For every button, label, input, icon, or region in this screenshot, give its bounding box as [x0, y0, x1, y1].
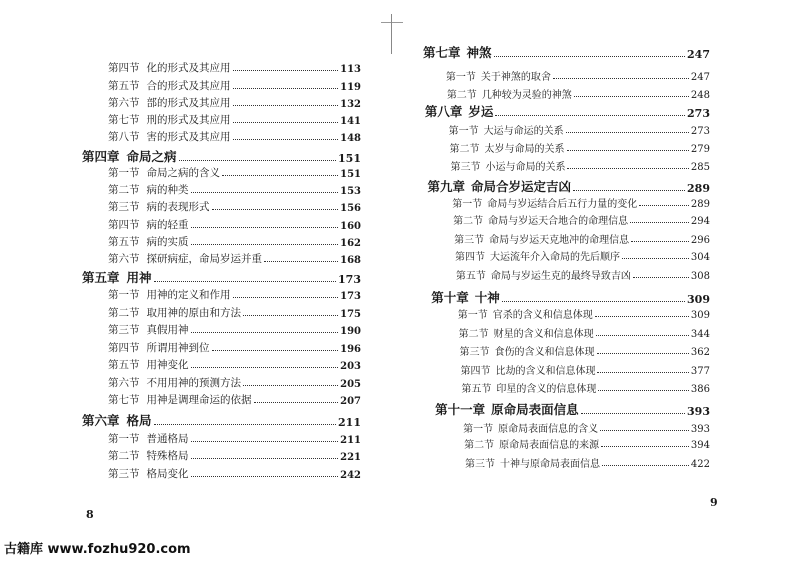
section-title: 食伤的含义和信息体现: [494, 347, 595, 358]
section-number: 第三节: [450, 162, 481, 173]
section-number: 第四节: [460, 366, 491, 377]
toc-section-row: [108, 130, 361, 144]
chapter-title: 十神: [474, 290, 500, 305]
page-ref: 205: [340, 379, 361, 390]
dot-leader: [212, 209, 339, 210]
chapter-title: 格局: [126, 413, 152, 428]
section-title: 部的形式及其应用: [146, 97, 231, 109]
chapter-title: 神煞: [466, 45, 492, 60]
section-title: 探研病症，命局岁运并重: [146, 253, 262, 265]
dot-leader: [191, 458, 339, 459]
page-ref: 394: [690, 440, 710, 451]
dot-leader: [567, 150, 689, 151]
page-ref: 377: [690, 366, 710, 377]
section-title: 原命局表面信息的来源: [499, 440, 600, 451]
section-number: 第五节: [108, 236, 140, 248]
dot-leader: [191, 244, 339, 245]
section-number: 第三节: [459, 347, 490, 358]
section-title: 化的形式及其应用: [146, 62, 231, 74]
section-number: 第三节: [465, 459, 495, 470]
section-number: 第六节: [108, 377, 140, 389]
dot-leader: [233, 297, 339, 298]
dot-leader: [566, 132, 689, 133]
chapter-number: 第十章: [431, 290, 469, 305]
toc-section-row: [108, 323, 361, 337]
dot-leader: [154, 424, 337, 425]
dot-leader: [233, 88, 339, 89]
dot-leader: [581, 413, 685, 414]
section-number: 第二节: [108, 450, 140, 462]
section-number: 第一节: [463, 424, 494, 435]
page-ref: 132: [340, 99, 361, 110]
page-ref: 162: [340, 238, 361, 249]
page-ref: 168: [340, 255, 361, 266]
section-number: 第八节: [108, 131, 140, 143]
section-number: 第一节: [452, 199, 483, 210]
section-title: 比劫的含义和信息体现: [495, 366, 596, 377]
dot-leader: [494, 56, 686, 57]
dot-leader: [233, 122, 339, 123]
chapter-number: 第八章: [424, 104, 463, 119]
section-number: 第一节: [108, 433, 140, 445]
toc-section-row: [460, 344, 710, 358]
section-number: 第一节: [457, 310, 488, 321]
toc-section-row: [108, 166, 361, 180]
toc-chapter-row: [423, 44, 710, 61]
section-title: 合的形式及其应用: [146, 80, 231, 92]
dot-leader: [567, 168, 688, 169]
toc-chapter-row: [82, 269, 361, 286]
section-title: 病的种类: [146, 184, 189, 196]
toc-section-row: [108, 341, 361, 355]
section-title: 十神与原命局表面信息: [500, 459, 600, 470]
section-number: 第七节: [108, 114, 140, 126]
page-ref: 248: [690, 90, 710, 101]
dot-leader: [254, 402, 339, 403]
page-ref: 309: [690, 310, 710, 321]
page-ref: 393: [687, 405, 710, 418]
toc-section-row: [108, 235, 361, 249]
page-ref: 148: [340, 133, 361, 144]
section-number: 第四节: [108, 62, 140, 74]
section-number: 第五节: [455, 271, 486, 282]
toc-chapter-row: [425, 103, 710, 120]
dot-leader: [600, 430, 689, 431]
section-number: 第二节: [108, 307, 140, 319]
dot-leader: [630, 222, 689, 223]
page-ref: 296: [690, 235, 710, 246]
section-title: 用神的定义和作用: [146, 289, 231, 301]
toc-section-row: [450, 141, 710, 155]
chapter-title: 命局之病: [126, 149, 177, 164]
section-title: 取用神的原由和方法: [146, 307, 241, 319]
dot-leader: [222, 175, 338, 176]
dot-leader: [595, 316, 689, 317]
page-ref: 304: [690, 252, 710, 263]
page-ref: 247: [687, 48, 710, 61]
toc-section-row: [449, 123, 710, 137]
section-title: 命局之病的含义: [146, 167, 220, 179]
page-ref: 175: [340, 309, 361, 320]
page-ref: 156: [340, 203, 361, 214]
page-ref: 386: [690, 384, 710, 395]
page-ref: 153: [340, 186, 361, 197]
toc-section-row: [452, 196, 710, 210]
toc-section-row: [450, 159, 710, 173]
toc-section-row: [108, 252, 361, 266]
toc-section-row: [108, 467, 361, 481]
page-ref: 309: [687, 293, 710, 306]
dot-leader: [631, 241, 689, 242]
dot-leader: [243, 385, 338, 386]
dot-leader: [191, 332, 339, 333]
page-ref: 285: [690, 162, 710, 173]
dot-leader: [574, 96, 689, 97]
dot-leader: [601, 446, 689, 447]
page-ref: 273: [687, 107, 710, 120]
toc-section-row: [108, 113, 361, 127]
section-title: 病的表现形式: [146, 201, 210, 213]
toc-section-row: [454, 232, 710, 246]
toc-section-row: [108, 96, 361, 110]
section-title: 真假用神: [146, 324, 189, 336]
toc-section-row: [465, 456, 710, 470]
dot-leader: [502, 301, 685, 302]
page-ref: 422: [690, 459, 710, 470]
page-ref: 196: [340, 344, 361, 355]
section-number: 第四节: [108, 219, 140, 231]
toc-section-row: [459, 326, 710, 340]
section-number: 第一节: [108, 289, 140, 301]
toc-chapter-row: [431, 289, 710, 306]
section-title: 太岁与命局的关系: [484, 144, 565, 155]
section-title: 大运与命运的关系: [483, 126, 564, 137]
section-title: 大运流年介入命局的先后顺序: [490, 252, 620, 263]
page-ref: 190: [340, 326, 361, 337]
toc-section-row: [464, 437, 710, 451]
section-title: 财星的含义和信息体现: [493, 329, 594, 340]
page-ref: 279: [690, 144, 710, 155]
dot-leader: [639, 205, 689, 206]
section-number: 第一节: [108, 167, 140, 179]
section-title: 不用用神的预测方法: [146, 377, 241, 389]
dot-leader: [191, 476, 339, 477]
dot-leader: [233, 139, 339, 140]
section-title: 格局变化: [146, 468, 189, 480]
dot-leader: [179, 160, 337, 161]
dot-leader: [191, 367, 339, 368]
chapter-number: 第十一章: [435, 402, 486, 417]
page-ref: 119: [340, 82, 361, 93]
toc-section-row: [453, 213, 710, 227]
section-title: 命局与岁运生克的最终导致吉凶: [490, 271, 631, 282]
toc-section-row: [108, 61, 361, 75]
section-title: 印星的含义的信息体现: [496, 384, 597, 395]
toc-chapter-row: [435, 401, 710, 418]
toc-section-row: [108, 393, 361, 407]
toc-section-row: [461, 381, 710, 395]
page-ref: 211: [338, 416, 361, 429]
section-number: 第六节: [108, 253, 140, 265]
section-number: 第二节: [453, 216, 484, 227]
page-ref: 294: [690, 216, 710, 227]
chapter-title: 用神: [126, 270, 152, 285]
dot-leader: [212, 350, 339, 351]
section-title: 命局与岁运天克地冲的命理信息: [489, 235, 630, 246]
toc-section-row: [108, 358, 361, 372]
section-title: 命局与岁运天合地合的命理信息: [488, 216, 629, 227]
chapter-number: 第六章: [82, 413, 120, 428]
toc-section-row: [108, 306, 361, 320]
section-number: 第三节: [108, 201, 140, 213]
page-ref: 289: [687, 182, 710, 195]
page-ref: 344: [690, 329, 710, 340]
section-title: 关于神煞的取舍: [480, 72, 551, 83]
chapter-title: 命局合岁运定吉凶: [470, 179, 571, 194]
dot-leader: [597, 372, 688, 373]
toc-section-row: [446, 69, 710, 83]
page-ref: 151: [338, 152, 361, 165]
page-ref: 247: [690, 72, 710, 83]
section-title: 刑的形式及其应用: [146, 114, 231, 126]
dot-leader: [233, 70, 339, 71]
dot-leader: [597, 353, 689, 354]
section-title: 病的实质: [146, 236, 189, 248]
section-number: 第二节: [464, 440, 495, 451]
section-number: 第二节: [446, 90, 477, 101]
toc-section-row: [463, 421, 710, 435]
section-number: 第四节: [108, 342, 140, 354]
dot-leader: [553, 78, 689, 79]
dot-leader: [233, 105, 339, 106]
toc-section-row: [108, 376, 361, 390]
chapter-number: 第四章: [82, 149, 120, 164]
section-title: 几种较为灵验的神煞: [481, 90, 572, 101]
page-number: 9: [710, 496, 718, 509]
toc-section-row: [456, 268, 710, 282]
right-page: [392, 0, 793, 530]
page-ref: 308: [690, 271, 710, 282]
section-title: 特殊格局: [146, 450, 189, 462]
dot-leader: [622, 258, 689, 259]
chapter-title: 原命局表面信息: [491, 402, 579, 417]
section-number: 第七节: [108, 394, 140, 406]
footer-watermark: [0, 530, 793, 562]
page-ref: 289: [690, 199, 710, 210]
section-number: 第二节: [449, 144, 480, 155]
section-number: 第三节: [108, 324, 140, 336]
toc-section-row: [460, 363, 710, 377]
page-ref: 173: [340, 291, 361, 302]
dot-leader: [633, 277, 689, 278]
section-title: 官杀的含义和信息体现: [492, 310, 593, 321]
toc-section-row: [108, 79, 361, 93]
dot-leader: [598, 390, 689, 391]
toc-section-row: [455, 249, 710, 263]
section-title: 病的轻重: [146, 219, 189, 231]
section-number: 第一节: [448, 126, 479, 137]
dot-leader: [243, 315, 338, 316]
section-number: 第二节: [458, 329, 489, 340]
chapter-number: 第九章: [427, 179, 465, 194]
page-ref: 207: [340, 396, 361, 407]
page-ref: 362: [690, 347, 710, 358]
toc-section-row: [447, 87, 710, 101]
toc-chapter-row: [82, 412, 361, 429]
chapter-title: 岁运: [468, 104, 494, 119]
page-ref: 160: [340, 221, 361, 232]
toc-section-row: [108, 200, 361, 214]
page-ref: 113: [340, 64, 361, 75]
section-title: 所谓用神到位: [146, 342, 210, 354]
section-title: 普通格局: [146, 433, 189, 445]
section-number: 第六节: [108, 97, 140, 109]
dot-leader: [495, 115, 685, 116]
page-ref: 221: [340, 452, 361, 463]
page-ref: 141: [340, 116, 361, 127]
section-number: 第四节: [455, 252, 485, 263]
chapter-number: 第七章: [423, 45, 461, 60]
toc-section-row: [458, 307, 710, 321]
toc-section-row: [108, 449, 361, 463]
dot-leader: [191, 441, 339, 442]
page-number: 8: [86, 508, 94, 521]
left-page: [0, 0, 390, 530]
page-ref: 151: [340, 169, 361, 180]
section-number: 第一节: [445, 72, 476, 83]
chapter-number: 第五章: [82, 270, 120, 285]
section-number: 第五节: [108, 80, 140, 92]
section-title: 原命局表面信息的含义: [498, 424, 599, 435]
section-number: 第二节: [108, 184, 140, 196]
watermark-text: 古籍库 www.fozhu920.com: [4, 542, 191, 557]
dot-leader: [602, 465, 689, 466]
section-number: 第三节: [108, 468, 140, 480]
page-ref: 273: [690, 126, 710, 137]
dot-leader: [573, 190, 685, 191]
page-ref: 242: [340, 470, 361, 481]
section-number: 第五节: [108, 359, 140, 371]
toc-section-row: [108, 432, 361, 446]
dot-leader: [191, 192, 339, 193]
page-ref: 203: [340, 361, 361, 372]
dot-leader: [264, 261, 338, 262]
toc-section-row: [108, 183, 361, 197]
section-number: 第三节: [454, 235, 485, 246]
page-ref: 393: [690, 424, 710, 435]
section-title: 小运与命局的关系: [485, 162, 566, 173]
page-ref: 173: [338, 273, 361, 286]
section-title: 用神是调理命运的依据: [146, 394, 252, 406]
dot-leader: [191, 227, 339, 228]
section-number: 第五节: [461, 384, 492, 395]
page-ref: 211: [340, 435, 361, 446]
section-title: 命局与岁运结合后五行力量的变化: [487, 199, 638, 210]
toc-section-row: [108, 288, 361, 302]
toc-section-row: [108, 218, 361, 232]
toc-chapter-row: [427, 178, 710, 195]
section-title: 用神变化: [146, 359, 189, 371]
dot-leader: [154, 281, 337, 282]
dot-leader: [596, 335, 689, 336]
section-title: 害的形式及其应用: [146, 131, 231, 143]
toc-chapter-row: [82, 148, 361, 165]
